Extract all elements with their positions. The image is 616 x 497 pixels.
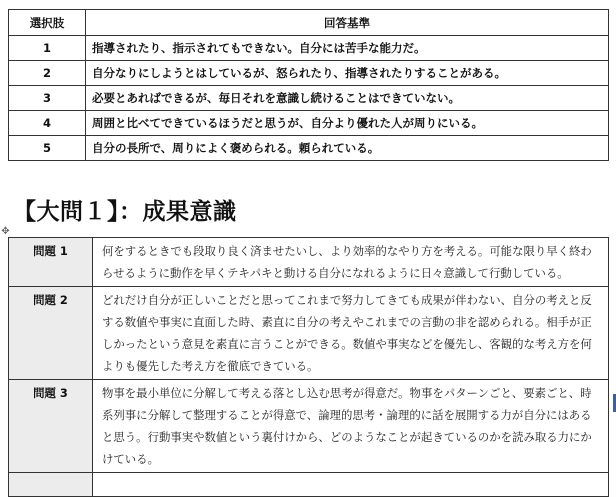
- question-text: [93, 473, 609, 497]
- criteria-description: 自分なりにしようとはしているが、怒られたり、指導されたりすることがある。: [86, 61, 609, 86]
- section-heading: 【大問１】：成果意識: [13, 199, 237, 225]
- criteria-option-number: 5: [9, 136, 86, 161]
- criteria-description: 必要とあればできるが、毎日それを意識し続けることはできていない。: [86, 86, 609, 111]
- criteria-row: [9, 86, 609, 111]
- criteria-description: 周囲と比べてできているほうだと思うが、自分より優れた人が周りにいる。: [86, 111, 609, 136]
- criteria-row: [9, 61, 609, 86]
- question-label: [9, 473, 93, 497]
- criteria-option-number: 1: [9, 36, 86, 61]
- criteria-table: [8, 9, 609, 161]
- criteria-header-row: [9, 10, 609, 36]
- criteria-option-number: 3: [9, 86, 86, 111]
- criteria-row: [9, 111, 609, 136]
- question-text: どれだけ自分が正しいことだと思ってこれまで努力してきても成果が伴わない、自分の考えと反する数値や事実に直面した時、素直に自分の考えやこれまでの言動の非を認められる。相手が正しかったという意見を素直に言うことができる。数値や事実などを優先し、客観的な考え方を何よりも優先した考え方を徹底できている。: [93, 287, 609, 380]
- criteria-row: [9, 36, 609, 61]
- move-handle-icon[interactable]: ✥: [1, 226, 10, 237]
- question-row: [9, 473, 609, 497]
- criteria-row: [9, 136, 609, 161]
- question-row: [9, 287, 609, 380]
- question-label: 問題 2: [9, 287, 93, 380]
- criteria-option-number: 4: [9, 111, 86, 136]
- criteria-option-number: 2: [9, 61, 86, 86]
- question-label: 問題 1: [9, 238, 93, 287]
- questions-table: [8, 237, 609, 497]
- criteria-description: 自分の長所で、周りによく褒められる。頼られている。: [86, 136, 609, 161]
- criteria-column-header: 回答基準: [86, 10, 609, 36]
- option-column-header: 選択肢: [9, 10, 86, 36]
- question-text: 物事を最小単位に分解して考える落とし込む思考が得意だ。物事をパターンごと、要素ごと、時系列事に分解して整理することが得意で、論理的思考・論理的に話を展開する力が自分にはあると思う。行動事実や数値という裏付けから、どのようなことが起きているのかを読み取る力にかけている。: [93, 380, 609, 473]
- question-row: [9, 380, 609, 473]
- question-text: 何をするときでも段取り良く済ませたいし、より効率的なやり方を考える。可能な限り早く終わらせるように動作を早くテキパキと動ける自分になれるように日々意識して行動している。: [93, 238, 609, 287]
- criteria-description: 指導されたり、指示されてもできない。自分には苦手な能力だ。: [86, 36, 609, 61]
- question-label: 問題 3: [9, 380, 93, 473]
- question-row: [9, 238, 609, 287]
